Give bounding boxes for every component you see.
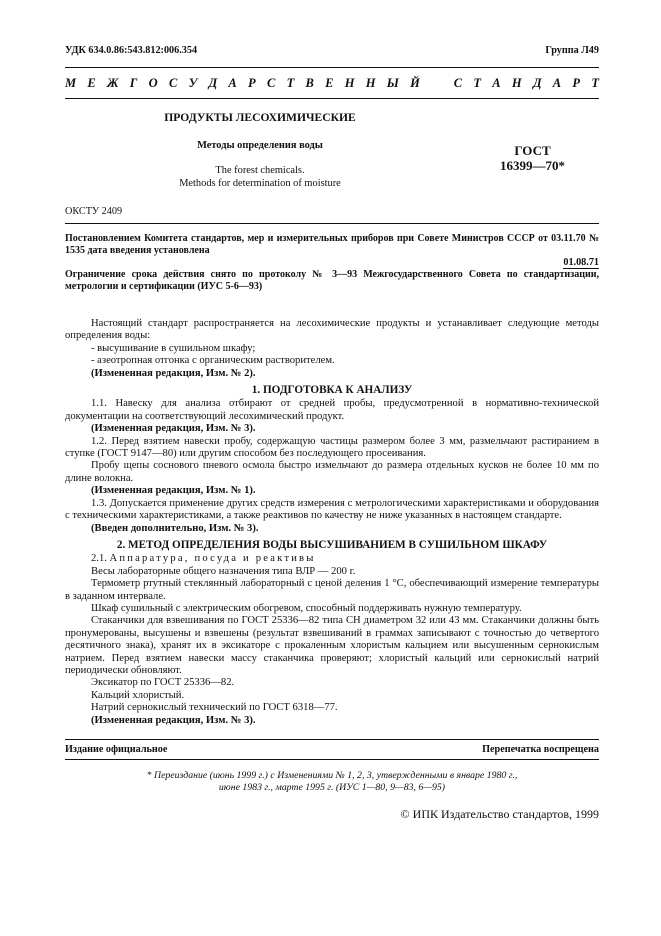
reagent-sodium-sulfate: Натрий сернокислый технический по ГОСТ 6318—77. (91, 702, 338, 714)
equipment-weighing-cups: Стаканчики для взвешивания по ГОСТ 25336—82 типа СН диаметром 32 или 43 мм. Стаканчики должны быть пронумерованы, высушены и взвешены (результат взвешиваний в граммах записывают с точностью до четвертого десятичного знака), хранят их в эксикаторе с прокаленным хлористым кальцием или высушенным сернокислым натрием. Перед взятием навески массу стаканчика проверяют; хлористый кальций или сернокислый натрий периодически обновляют. (65, 615, 599, 676)
revision-note: (Измененная редакция, Изм. № 1). (91, 485, 256, 497)
reprint-prohibited-label: Перепечатка воспрещена (482, 744, 599, 755)
method-item-drying: - высушивание в сушильном шкафу; (91, 342, 256, 354)
clause-1-3: 1.3. Допускается применение других средств измерения с метрологическими характеристиками и оборудования с техническими характеристиками, а также реактивов по качеству не ниже указанных в настоящем стандарте. (65, 497, 599, 522)
clause-1-1: 1.1. Навеску для анализа отбирают от средней пробы, предусмотренной в нормативно-технической документации на соответствующий лесохимический продукт. (65, 398, 599, 422)
clause-2-1-heading: 2.1. Аппаратура, посуда и реактивы (91, 553, 316, 565)
revision-note: (Измененная редакция, Изм. № 3). (91, 714, 256, 726)
intro-paragraph: Настоящий стандарт распространяется на лесохимические продукты и устанавливает следующие методы определения воды: (65, 318, 599, 342)
okstu-code: ОКСТУ 2409 (65, 206, 123, 217)
official-edition-label: Издание официальное (65, 744, 168, 755)
section-2-heading: 2. МЕТОД ОПРЕДЕЛЕНИЯ ВОДЫ ВЫСУШИВАНИЕМ В СУШИЛЬНОМ ШКАФУ (116, 538, 548, 551)
footer-rule-lower (65, 759, 599, 760)
banner-rule (65, 98, 599, 99)
top-rule (65, 67, 599, 68)
gost-label: ГОСТ (514, 143, 551, 158)
english-title-line2: Methods for determination of moisture (179, 178, 341, 189)
okstu-rule (65, 223, 599, 224)
equipment-scales: Весы лабораторные общего назначения типа ВЛР — 200 г. (91, 565, 356, 577)
document-body (65, 318, 599, 727)
section-1-heading: 1. ПОДГОТОВКА К АНАЛИЗУ (251, 384, 413, 397)
english-title-line1: The forest chemicals. (215, 165, 305, 176)
document-title: ПРОДУКТЫ ЛЕСОХИМИЧЕСКИЕ (164, 111, 356, 124)
revision-note: (Измененная редакция, Изм. № 3). (91, 423, 256, 435)
clause-1-2-continued: Пробу щепы соснового пневого осмола быстро измельчают до размера отдельных кусков не более 10 мм по длине волокна. (65, 460, 599, 484)
copyright-notice: © ИПК Издательство стандартов, 1999 (400, 807, 599, 821)
introduction-date: 01.08.71 (563, 257, 599, 268)
equipment-thermometer: Термометр ртутный стеклянный лабораторный с ценой деления 1 °С, обеспечивающий измерение температуры в заданном интервале. (65, 578, 599, 602)
interstate-standard-banner: М Е Ж Г О С У Д А Р С Т В Е Н Н Ы Й С Т А Н Д А Р Т (65, 76, 599, 90)
revision-note: (Введен дополнительно, Изм. № 3). (91, 522, 259, 534)
limitation-note: Ограничение срока действия снято по протоколу № 3—93 Межгосударственного Совета по стандартизации, метрологии и сертификации (ИУС 5-6—93) (65, 269, 599, 292)
equipment-desiccator: Эксикатор по ГОСТ 25336—82. (91, 677, 235, 689)
footnote-line1: * Переиздание (июнь 1999 г.) с Изменениями № 1, 2, 3, утвержденными в январе 1980 г., (146, 770, 518, 781)
equipment-drying-cabinet: Шкаф сушильный с электрическим обогревом, способный поддерживать нужную температуру. (91, 602, 522, 614)
udc-code: УДК 634.0.86:543.812:006.354 (65, 45, 198, 56)
footer-rule (65, 739, 599, 740)
reissue-footnote (65, 770, 599, 794)
document-subtitle: Методы определения воды (197, 140, 323, 151)
decree-text: Постановлением Комитета стандартов, мер и измерительных приборов при Совете Министров СССР от 03.11.70 № 1535 дата введения установлена (65, 233, 599, 256)
group-code: Группа Л49 (545, 45, 599, 56)
footnote-line2: июне 1983 г., марте 1995 г. (ИУС 1—80, 9—83, 6—95) (218, 782, 446, 793)
clause-1-2: 1.2. Перед взятием навески пробу, содержащую частицы размером более 3 мм, размельчают растиранием в ступке (ГОСТ 9147—80) или другим способом без последующего просеивания. (65, 435, 599, 460)
reagent-calcium-chloride: Кальций хлористый. (91, 689, 185, 701)
gost-number: 16399—70* (500, 158, 565, 173)
revision-note: (Измененная редакция, Изм. № 2). (91, 367, 256, 379)
method-item-azeotropic: - азеотропная отгонка с органическим растворителем. (91, 355, 335, 367)
